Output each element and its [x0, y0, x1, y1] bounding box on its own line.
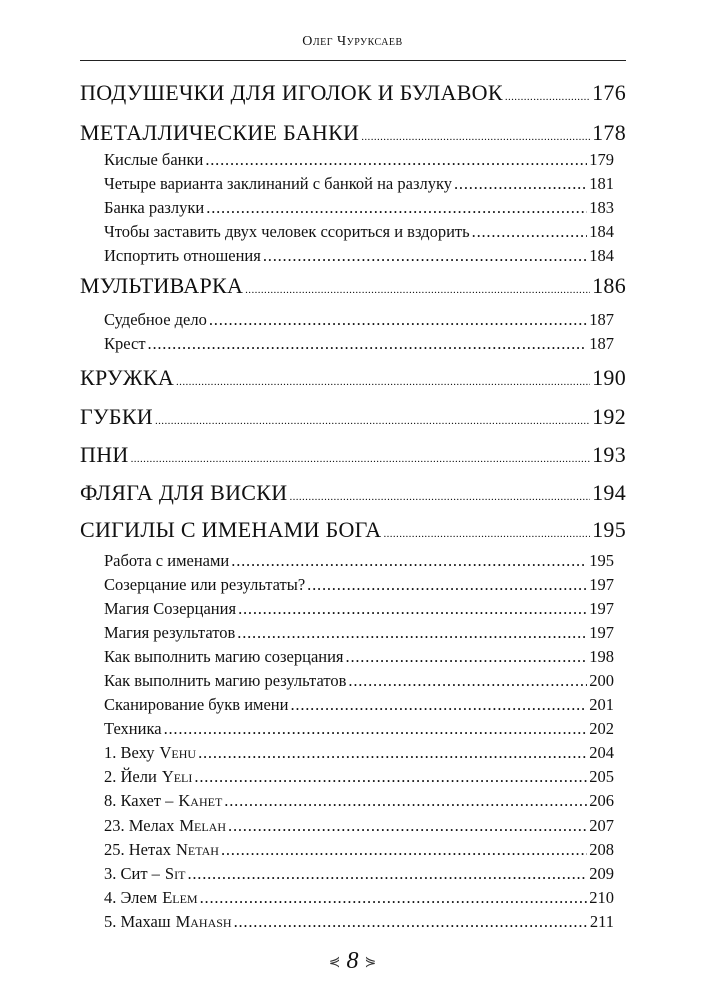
dot-leader — [164, 719, 588, 739]
toc-page-number: 197 — [589, 623, 614, 642]
toc-title: 23. Мелах — [104, 816, 175, 835]
toc-section — [104, 791, 614, 811]
toc-title: Кислые банки — [104, 150, 204, 169]
toc-title: Банка разлуки — [104, 198, 205, 217]
toc-title: ПНИ — [80, 442, 129, 467]
toc-section — [104, 767, 614, 787]
dot-leader — [454, 174, 587, 194]
toc-page-number: 207 — [589, 816, 614, 835]
toc-page-number: 208 — [589, 840, 614, 859]
toc-title-latin: Mahash — [175, 912, 232, 931]
toc-title: Крест — [104, 334, 146, 353]
toc-section — [104, 599, 614, 619]
toc-section — [104, 551, 614, 571]
toc-title: 25. Нетах — [104, 840, 171, 859]
toc-title: Как выполнить магию результатов — [104, 671, 347, 690]
toc-title: ФЛЯГА ДЛЯ ВИСКИ — [80, 480, 288, 505]
toc-page-number: 184 — [589, 222, 614, 241]
toc-page-number: 195 — [589, 551, 614, 570]
dot-leader — [176, 376, 590, 388]
dot-leader — [361, 131, 590, 143]
toc-section — [104, 198, 614, 218]
toc-page-number: 197 — [589, 599, 614, 618]
toc-title: ГУБКИ — [80, 404, 153, 429]
toc-page-number: 209 — [589, 864, 614, 883]
toc-section — [104, 575, 614, 595]
toc-section — [104, 222, 614, 242]
toc-page-number: 210 — [589, 888, 614, 907]
toc-title: МУЛЬТИВАРКА — [80, 273, 244, 298]
toc-title: Четыре варианта заклинаний с банкой на разлуку — [104, 174, 452, 193]
toc-page-number: 197 — [589, 575, 614, 594]
dot-leader — [472, 222, 588, 242]
toc-section — [104, 310, 614, 330]
dot-leader — [263, 246, 587, 266]
toc-chapter — [80, 80, 626, 106]
dot-leader — [228, 816, 587, 836]
toc-page-number: 211 — [589, 912, 614, 931]
toc-title-latin: Sit — [164, 864, 186, 883]
dot-leader — [348, 671, 587, 691]
toc-title: Созерцание или результаты? — [104, 575, 306, 594]
dot-leader — [224, 791, 587, 811]
dot-leader — [200, 888, 588, 908]
header-rule — [80, 60, 626, 61]
toc-section — [104, 743, 614, 763]
toc-page-number: 184 — [589, 246, 614, 265]
toc-chapter — [80, 404, 626, 430]
toc-title-latin: Netah — [175, 840, 219, 859]
dot-leader — [209, 310, 587, 330]
toc-title: Магия результатов — [104, 623, 236, 642]
page-number: 8 — [346, 948, 359, 974]
toc-page-number: 179 — [589, 150, 614, 169]
toc-chapter — [80, 365, 626, 391]
dot-leader — [505, 91, 590, 103]
toc-title: Испортить отношения — [104, 246, 261, 265]
toc-page-number: 195 — [592, 517, 626, 542]
toc-section — [104, 864, 614, 884]
toc-title: Судебное дело — [104, 310, 207, 329]
running-head-author: Олег Чуруксаев — [302, 34, 403, 49]
dot-leader — [245, 284, 590, 296]
toc-page-number: 192 — [592, 404, 626, 429]
dot-leader — [155, 415, 590, 427]
dot-leader — [205, 150, 587, 170]
toc-title-latin: Kahet — [178, 791, 223, 810]
dot-leader — [234, 912, 588, 932]
toc-page-number: 183 — [589, 198, 614, 217]
toc-title: Техника — [104, 719, 162, 738]
toc-chapter — [80, 273, 626, 299]
toc-title: Как выполнить магию созерцания — [104, 647, 344, 666]
toc-section — [104, 623, 614, 643]
toc-page-number: 194 — [592, 480, 626, 505]
toc-page-number: 190 — [592, 365, 626, 390]
dot-leader — [206, 198, 587, 218]
toc-section — [104, 912, 614, 932]
dot-leader — [187, 864, 587, 884]
toc-page-number: 178 — [592, 120, 626, 145]
toc-chapter — [80, 442, 626, 468]
toc-page-number: 176 — [592, 80, 626, 105]
toc-section — [104, 695, 614, 715]
toc-chapter — [80, 480, 626, 506]
toc-page-number: 200 — [589, 671, 614, 690]
dot-leader — [383, 528, 590, 540]
dot-leader — [238, 599, 587, 619]
dot-leader — [231, 551, 587, 571]
toc-section — [104, 647, 614, 667]
toc-page-number: 202 — [589, 719, 614, 738]
dot-leader — [290, 695, 587, 715]
toc-title: ПОДУШЕЧКИ ДЛЯ ИГОЛОК И БУЛАВОК — [80, 80, 503, 105]
toc-title: КРУЖКА — [80, 365, 175, 390]
toc-title-latin: Elem — [162, 888, 198, 907]
toc-page-number: 206 — [589, 791, 614, 810]
toc-section — [104, 840, 614, 860]
toc-section — [104, 174, 614, 194]
toc-section — [104, 246, 614, 266]
toc-chapter — [80, 517, 626, 543]
toc-title: Работа с именами — [104, 551, 230, 570]
dot-leader — [221, 840, 587, 860]
dot-leader — [194, 767, 587, 787]
dot-leader — [346, 647, 588, 667]
toc-page-number: 193 — [592, 442, 626, 467]
toc-page-number: 205 — [589, 767, 614, 786]
dot-leader — [307, 575, 587, 595]
toc-title: Сканирование букв имени — [104, 695, 289, 714]
dot-leader — [131, 453, 591, 465]
toc-title: 1. Веху — [104, 743, 155, 762]
toc-title-latin: Melah — [179, 816, 227, 835]
toc-page-number: 201 — [589, 695, 614, 714]
toc-section — [104, 150, 614, 170]
toc-page-number: 187 — [589, 310, 614, 329]
toc-section — [104, 334, 614, 354]
toc-title: МЕТАЛЛИЧЕСКИЕ БАНКИ — [80, 120, 360, 145]
toc-section — [104, 888, 614, 908]
toc-title: Чтобы заставить двух человек ссориться и вздорить — [104, 222, 470, 241]
dot-leader — [289, 491, 590, 503]
toc-page-number: 204 — [589, 743, 614, 762]
page-footer — [0, 948, 705, 975]
ornament-left-icon: ⋞ — [328, 954, 341, 970]
dot-leader — [237, 623, 587, 643]
toc-page-number: 186 — [592, 273, 626, 298]
dot-leader — [148, 334, 588, 354]
toc-section — [104, 816, 614, 836]
toc-section — [104, 719, 614, 739]
toc-title-latin: Yeli — [161, 767, 193, 786]
ornament-right-icon: ⋟ — [364, 954, 377, 970]
dot-leader — [198, 743, 587, 763]
toc-title: 4. Элем — [104, 888, 158, 907]
toc-page-number: 198 — [589, 647, 614, 666]
toc-chapter — [80, 120, 626, 146]
toc-title-latin: Vehu — [159, 743, 197, 762]
toc-title: 2. Йели — [104, 767, 157, 786]
toc-section — [104, 671, 614, 691]
toc-page-number: 187 — [589, 334, 614, 353]
toc-title: 3. Сит – — [104, 864, 160, 883]
toc-page-number: 181 — [589, 174, 614, 193]
toc-title: Магия Созерцания — [104, 599, 237, 618]
toc-title: СИГИЛЫ С ИМЕНАМИ БОГА — [80, 517, 382, 542]
toc-title: 8. Кахет – — [104, 791, 174, 810]
toc-title: 5. Махаш — [104, 912, 171, 931]
